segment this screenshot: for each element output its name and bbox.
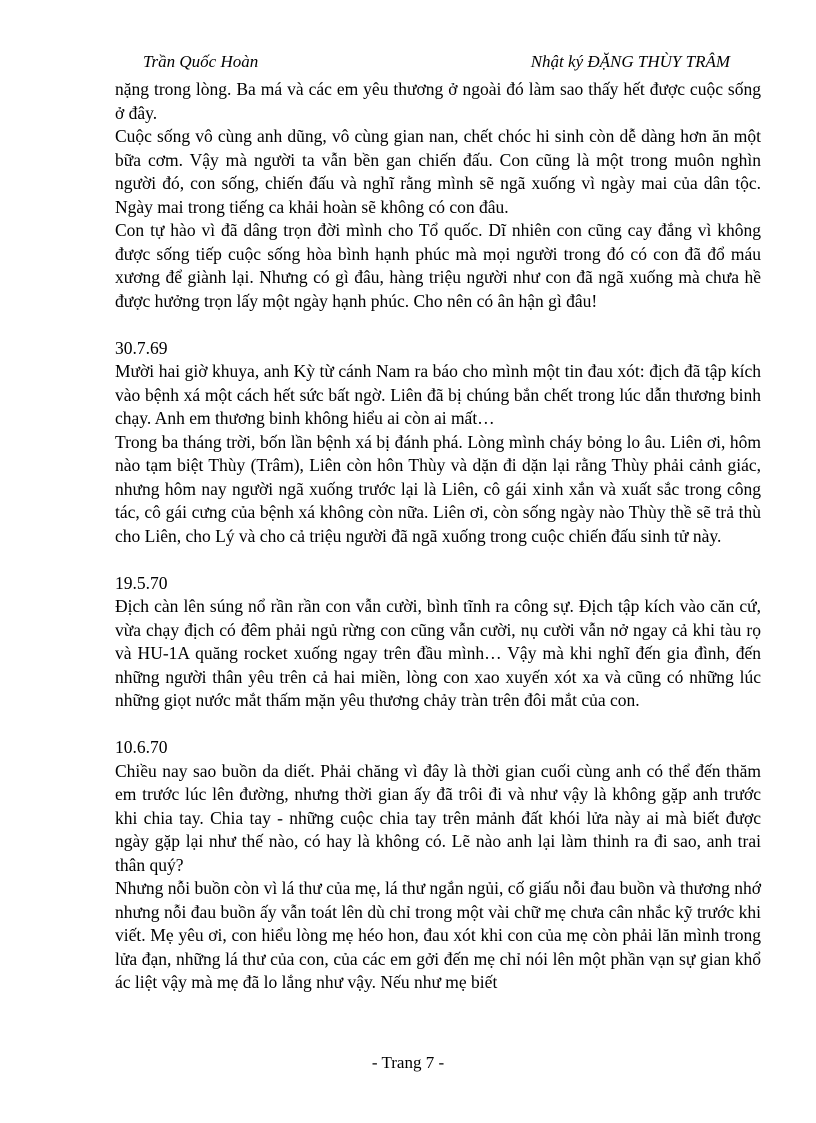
page-number: - Trang 7 - xyxy=(371,1053,445,1072)
entry-date: 10.6.70 xyxy=(115,737,168,757)
diary-entry xyxy=(115,337,761,549)
diary-entry-continuation xyxy=(115,78,761,313)
diary-body xyxy=(115,78,761,995)
entry-spacer xyxy=(115,313,761,337)
paragraph: Con tự hào vì đã dâng trọn đời mình cho Tổ quốc. Dĩ nhiên con cũng cay đắng vì không được sống tiếp cuộc sống hòa bình hạnh phúc mà mọi người trong đó có con đã đổ máu xương để giành lại. Nhưng có gì đâu, hàng triệu người như con đã ngã xuống mà chưa hề được hưởng trọn lấy một ngày hạnh phúc. Cho nên có ân hận gì đâu! xyxy=(115,220,761,311)
entry-spacer xyxy=(115,548,761,572)
header-author: Trần Quốc Hoàn xyxy=(143,52,259,71)
diary-entry xyxy=(115,736,761,995)
header-title: Nhật ký ĐẶNG THÙY TRÂM xyxy=(530,52,730,71)
paragraph: Trong ba tháng trời, bốn lần bệnh xá bị đánh phá. Lòng mình cháy bỏng lo âu. Liên ơi, hôm nào tạm biệt Thùy (Trâm), Liên còn hôn Thùy và dặn đi dặn lại rằng Thùy phải cảnh giác, nhưng hôm nay người ngã xuống trước lại là Liên, cô gái xinh xắn và xuất sắc trong công tác, cô gái cưng của bệnh xá không còn nữa. Liên ơi, còn sống ngày nào Thùy thề sẽ trả thù cho Liên, cho Lý và cho cả triệu người đã ngã xuống trong cuộc chiến đấu sinh tử này. xyxy=(115,431,761,546)
entry-date: 19.5.70 xyxy=(115,572,168,593)
paragraph: nặng trong lòng. Ba má và các em yêu thương ở ngoài đó làm sao thấy hết được cuộc sống ở đây. xyxy=(115,79,761,123)
paragraph: Nhưng nỗi buồn còn vì lá thư của mẹ, lá thư ngắn ngủi, cố giấu nỗi đau buồn và thương nhớ nhưng nỗi đau buồn ấy vẫn toát lên dù chỉ trong một vài chữ mẹ chưa cân nhắc kỹ trước khi viết. Mẹ yêu ơi, con hiểu lòng mẹ héo hon, đau xót khi con của mẹ còn phải lăn mình trong lửa đạn, những lá thư của con, của các em gởi đến mẹ chỉ nói lên một phần vạn sự gian khổ ác liệt vậy mà mẹ đã lo lắng như vậy. Nếu như mẹ biết xyxy=(115,878,761,992)
paragraph: Địch càn lên súng nổ rần rần con vẫn cười, bình tĩnh ra công sự. Địch tập kích vào căn cứ, vừa chạy địch có đêm phải ngủ rừng con cũng vẫn cười, nụ cười vẫn nở ngay cả khi tàu rọ và HU-1A quăng rocket xuống ngay trên đầu mình… Vậy mà khi nghĩ đến gia đình, đến những người thân yêu trên cả hai miền, lòng con xao xuyến xót xa và cũng có những lúc những giọt nước mắt thấm mặn yêu thương chảy tràn trên đôi mắt của con. xyxy=(115,596,761,710)
paragraph: Mười hai giờ khuya, anh Kỳ từ cánh Nam ra báo cho mình một tin đau xót: địch đã tập kích vào bệnh xá một cách hết sức bất ngờ. Liên đã bị chúng bắn chết trong lúc dẫn thương binh chạy. Anh em thương binh không hiểu ai còn ai mất… xyxy=(115,361,761,428)
page-header xyxy=(143,52,730,74)
diary-entry xyxy=(115,572,761,713)
entry-date: 30.7.69 xyxy=(115,337,168,358)
paragraph: Chiều nay sao buồn da diết. Phải chăng vì đây là thời gian cuối cùng anh có thể đến thăm em trước lúc lên đường, nhưng thời gian ấy đã trôi đi và như vậy là không gặp anh trước khi chia tay. Chia tay - những cuộc chia tay trên mảnh đất khói lửa này ai mà biết được ngày gặp lại như thế nào, có hay là không có. Lẽ nào anh lại làm thinh ra đi sao, anh trai thân quý? xyxy=(115,760,761,875)
entry-spacer xyxy=(115,713,761,737)
paragraph: Cuộc sống vô cùng anh dũng, vô cùng gian nan, chết chóc hi sinh còn dễ dàng hơn ăn một bữa cơm. Vậy mà người ta vẫn bền gan chiến đấu. Con cũng là một trong muôn nghìn người đó, con sống, chiến đấu và nghĩ rằng mình sẽ ngã xuống vì ngày mai của dân tộc. Ngày mai trong tiếng ca khải hoàn sẽ không có con đâu. xyxy=(115,126,761,217)
